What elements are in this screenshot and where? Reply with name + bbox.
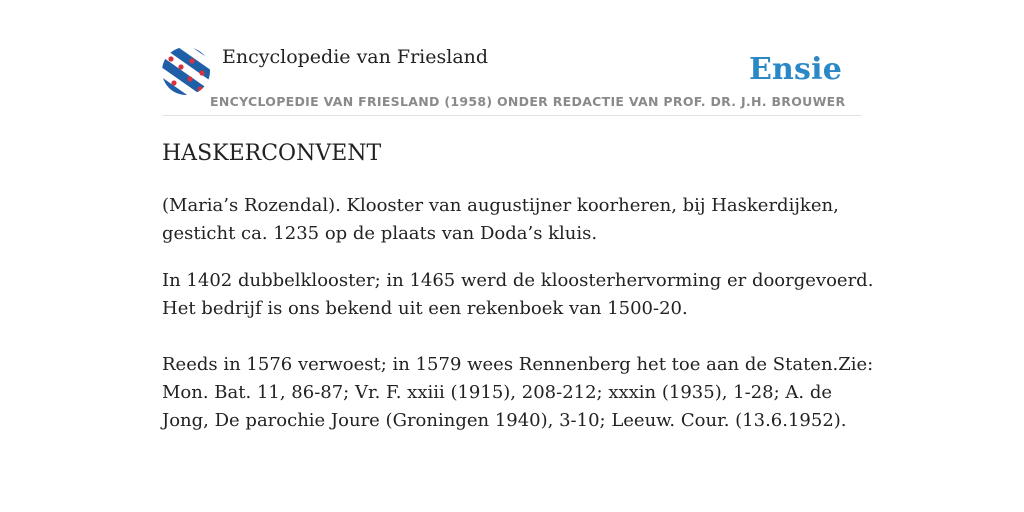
site-subtitle: ENCYCLOPEDIE VAN FRIESLAND (1958) ONDER REDACTIE VAN PROF. DR. J.H. BROUWER — [210, 94, 846, 109]
entry-paragraph: In 1402 dubbelklooster; in 1465 werd de kloosterhervorming er doorgevoerd. Het bedrijf is ons bekend uit een rekenboek van 1500-20. — [162, 270, 874, 319]
brand-logo-text[interactable]: Ensie — [748, 52, 842, 87]
header — [162, 0, 862, 116]
entry-title: HASKERCONVENT — [162, 141, 382, 166]
entry-paragraph: Reeds in 1576 verwoest; in 1579 wees Rennenberg het toe aan de Staten.Zie: Mon. Bat. 11, 86-87; Vr. F. xxiii (1915), 208-212; xxxin (1935), 1-28; A. de Jong, De parochie Joure (Groningen 1940), 3-10; Leeuw. Cour. (13.6.1952). — [162, 354, 874, 431]
page-container — [162, 0, 874, 512]
entry-paragraph: (Maria’s Rozendal). Klooster van augustijner koorheren, bij Haskerdijken, gesticht ca. 1235 op de plaats van Doda’s kluis. — [162, 195, 839, 244]
site-title[interactable]: Encyclopedie van Friesland — [222, 46, 489, 68]
frisian-flag-icon[interactable] — [162, 47, 210, 95]
